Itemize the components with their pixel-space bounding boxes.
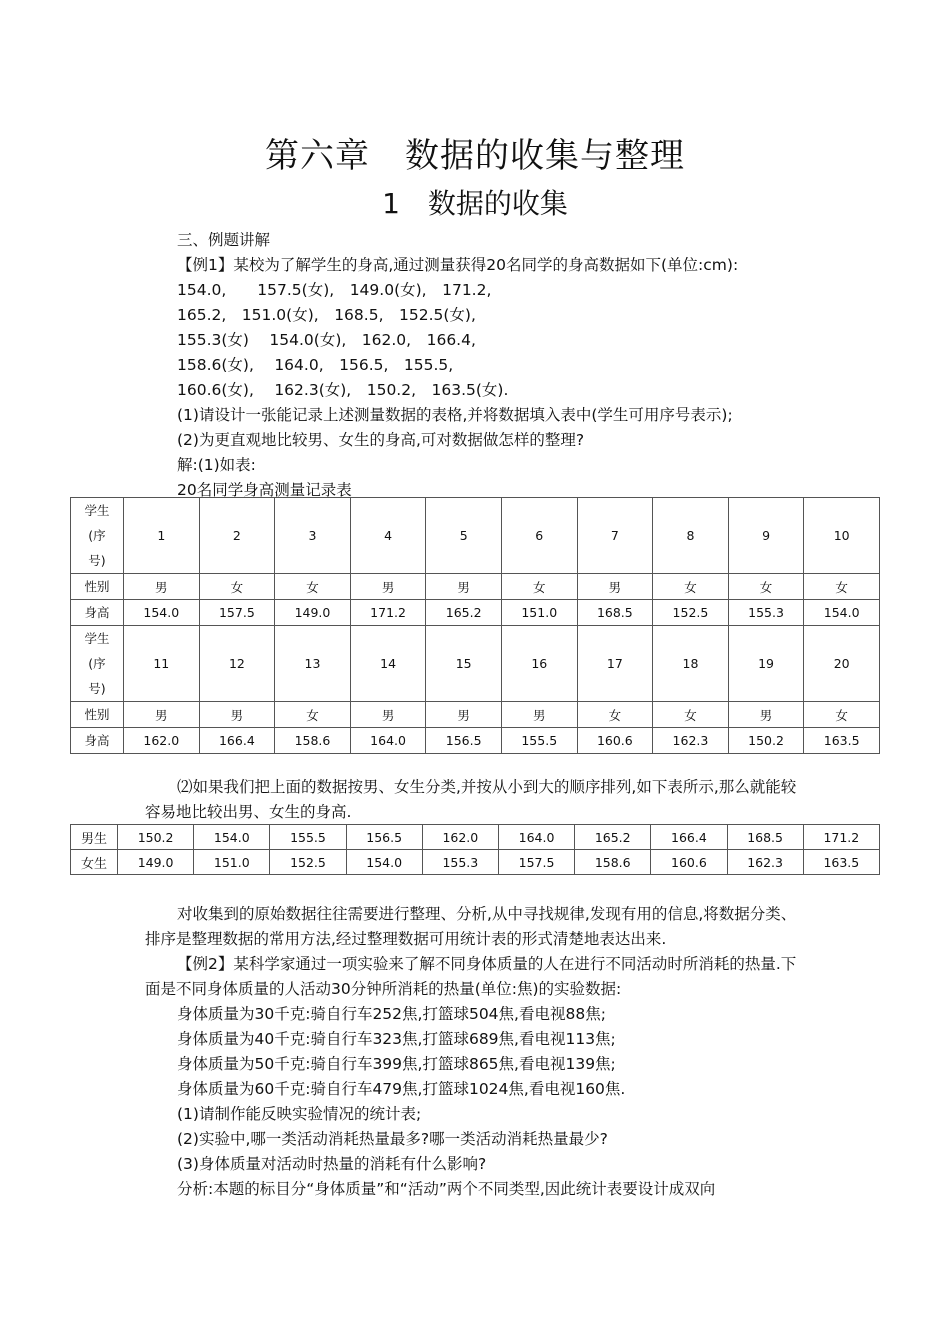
student-id-cell: 4 xyxy=(350,498,426,574)
table-row xyxy=(71,574,880,600)
gender-cell: 男 xyxy=(350,702,426,728)
height-cell: 158.6 xyxy=(275,728,351,754)
female-height-cell: 160.6 xyxy=(651,850,727,875)
gender-cell: 男 xyxy=(426,702,502,728)
height-cell: 162.0 xyxy=(124,728,200,754)
gender-cell: 男 xyxy=(199,702,275,728)
example1-intro: 【例1】某校为了解学生的身高,通过测量获得20名同学的身高数据如下(单位:cm): xyxy=(177,256,739,274)
height-cell: 151.0 xyxy=(501,600,577,626)
example1-question-1: (1)请设计一张能记录上述测量数据的表格,并将数据填入表中(学生可用序号表示); xyxy=(177,406,733,424)
row-label-gender: 性别 xyxy=(71,702,124,728)
student-id-cell: 10 xyxy=(804,498,880,574)
summary-paragraph: 对收集到的原始数据往往需要进行整理、分析,从中寻找规律,发现有用的信息,将数据分类、排序是整理数据的常用方法,经过整理数据可用统计表的形式清楚地表达出来. xyxy=(145,905,797,948)
experiment-data-line: 身体质量为40千克:骑自行车323焦,打篮球689焦,看电视113焦; xyxy=(177,1030,616,1048)
table-row xyxy=(71,626,880,702)
label-line: 学生 xyxy=(84,631,110,646)
sorted-height-table xyxy=(70,824,880,875)
student-id-cell: 2 xyxy=(199,498,275,574)
female-height-cell: 163.5 xyxy=(803,850,879,875)
male-height-cell: 154.0 xyxy=(194,825,270,850)
gender-cell: 女 xyxy=(728,574,804,600)
label-line: (序 xyxy=(88,656,106,671)
gender-cell: 女 xyxy=(804,702,880,728)
table-row xyxy=(71,498,880,574)
example1-question-2: (2)为更直观地比较男、女生的身高,可对数据做怎样的整理? xyxy=(177,431,585,449)
male-height-cell: 156.5 xyxy=(346,825,422,850)
gender-cell: 男 xyxy=(501,702,577,728)
row-label-male: 男生 xyxy=(71,825,118,850)
male-height-cell: 150.2 xyxy=(118,825,194,850)
table-row xyxy=(71,702,880,728)
student-id-cell: 1 xyxy=(124,498,200,574)
label-line: (序 xyxy=(88,528,106,543)
height-cell: 152.5 xyxy=(653,600,729,626)
height-cell: 150.2 xyxy=(728,728,804,754)
female-height-cell: 158.6 xyxy=(575,850,651,875)
height-cell: 163.5 xyxy=(804,728,880,754)
student-id-cell: 3 xyxy=(275,498,351,574)
height-cell: 154.0 xyxy=(124,600,200,626)
student-id-cell: 5 xyxy=(426,498,502,574)
gender-cell: 男 xyxy=(577,574,653,600)
male-height-cell: 164.0 xyxy=(498,825,574,850)
chapter-title: 第六章 数据的收集与整理 xyxy=(265,136,685,176)
male-height-cell: 155.5 xyxy=(270,825,346,850)
female-height-cell: 155.3 xyxy=(422,850,498,875)
height-cell: 155.3 xyxy=(728,600,804,626)
example2-question-2: (2)实验中,哪一类活动消耗热量最多?哪一类活动消耗热量最少? xyxy=(177,1130,608,1148)
student-id-cell: 16 xyxy=(501,626,577,702)
height-cell: 164.0 xyxy=(350,728,426,754)
student-id-cell: 18 xyxy=(653,626,729,702)
male-height-cell: 162.0 xyxy=(422,825,498,850)
table-caption: 20名同学身高测量记录表 xyxy=(177,481,352,499)
table-row xyxy=(71,600,880,626)
label-line: 号) xyxy=(88,681,106,696)
female-height-cell: 151.0 xyxy=(194,850,270,875)
height-cell: 166.4 xyxy=(199,728,275,754)
student-id-cell: 12 xyxy=(199,626,275,702)
student-id-cell: 19 xyxy=(728,626,804,702)
label-line: 号) xyxy=(88,553,106,568)
row-label-female: 女生 xyxy=(71,850,118,875)
student-id-cell: 17 xyxy=(577,626,653,702)
student-id-cell: 6 xyxy=(501,498,577,574)
example2-intro: 【例2】某科学家通过一项实验来了解不同身体质量的人在进行不同活动时所消耗的热量.下面是不同身体质量的人活动30分钟所消耗的热量(单位:焦)的实验数据: xyxy=(145,955,797,998)
student-id-cell: 15 xyxy=(426,626,502,702)
student-id-cell: 20 xyxy=(804,626,880,702)
section-heading: 三、例题讲解 xyxy=(177,231,271,249)
height-cell: 171.2 xyxy=(350,600,426,626)
experiment-data-line: 身体质量为50千克:骑自行车399焦,打篮球865焦,看电视139焦; xyxy=(177,1055,616,1073)
gender-cell: 女 xyxy=(275,702,351,728)
table-row xyxy=(71,825,880,850)
row-label-height: 身高 xyxy=(71,600,124,626)
female-height-cell: 162.3 xyxy=(727,850,803,875)
example2-question-3: (3)身体质量对活动时热量的消耗有什么影响? xyxy=(177,1155,487,1173)
gender-cell: 女 xyxy=(501,574,577,600)
row-label-student xyxy=(71,626,124,702)
example2-analysis: 分析:本题的标目分“身体质量”和“活动”两个不同类型,因此统计表要设计成双向 xyxy=(177,1180,716,1198)
row-label-gender: 性别 xyxy=(71,574,124,600)
data-line: 158.6(女), 164.0, 156.5, 155.5, xyxy=(177,356,454,374)
example1-part2-text: ⑵如果我们把上面的数据按男、女生分类,并按从小到大的顺序排列,如下表所示,那么就能较容易地比较出男、女生的身高. xyxy=(145,778,797,821)
section-title: 1 数据的收集 xyxy=(382,187,568,220)
male-height-cell: 171.2 xyxy=(803,825,879,850)
example2-question-1: (1)请制作能反映实验情况的统计表; xyxy=(177,1105,422,1123)
example1-answer: 解:(1)如表: xyxy=(177,456,256,474)
row-label-student xyxy=(71,498,124,574)
female-height-cell: 149.0 xyxy=(118,850,194,875)
table-row xyxy=(71,728,880,754)
data-line: 165.2, 151.0(女), 168.5, 152.5(女), xyxy=(177,306,476,324)
height-cell: 149.0 xyxy=(275,600,351,626)
gender-cell: 女 xyxy=(653,574,729,600)
student-id-cell: 14 xyxy=(350,626,426,702)
data-line: 155.3(女) 154.0(女), 162.0, 166.4, xyxy=(177,331,476,349)
gender-cell: 女 xyxy=(199,574,275,600)
experiment-data-line: 身体质量为60千克:骑自行车479焦,打篮球1024焦,看电视160焦. xyxy=(177,1080,626,1098)
height-cell: 156.5 xyxy=(426,728,502,754)
height-cell: 168.5 xyxy=(577,600,653,626)
data-line: 160.6(女), 162.3(女), 150.2, 163.5(女). xyxy=(177,381,509,399)
height-cell: 154.0 xyxy=(804,600,880,626)
gender-cell: 女 xyxy=(653,702,729,728)
height-cell: 155.5 xyxy=(501,728,577,754)
gender-cell: 男 xyxy=(426,574,502,600)
student-id-cell: 8 xyxy=(653,498,729,574)
female-height-cell: 157.5 xyxy=(498,850,574,875)
table-row xyxy=(71,850,880,875)
female-height-cell: 154.0 xyxy=(346,850,422,875)
gender-cell: 男 xyxy=(350,574,426,600)
gender-cell: 女 xyxy=(577,702,653,728)
gender-cell: 女 xyxy=(275,574,351,600)
height-cell: 162.3 xyxy=(653,728,729,754)
female-height-cell: 152.5 xyxy=(270,850,346,875)
label-line: 学生 xyxy=(84,503,110,518)
gender-cell: 女 xyxy=(804,574,880,600)
student-id-cell: 13 xyxy=(275,626,351,702)
height-cell: 165.2 xyxy=(426,600,502,626)
gender-cell: 男 xyxy=(124,574,200,600)
data-line: 154.0, 157.5(女), 149.0(女), 171.2, xyxy=(177,281,492,299)
student-id-cell: 9 xyxy=(728,498,804,574)
male-height-cell: 165.2 xyxy=(575,825,651,850)
height-cell: 157.5 xyxy=(199,600,275,626)
student-id-cell: 7 xyxy=(577,498,653,574)
height-cell: 160.6 xyxy=(577,728,653,754)
student-id-cell: 11 xyxy=(124,626,200,702)
gender-cell: 男 xyxy=(124,702,200,728)
row-label-height: 身高 xyxy=(71,728,124,754)
gender-cell: 男 xyxy=(728,702,804,728)
male-height-cell: 168.5 xyxy=(727,825,803,850)
experiment-data-line: 身体质量为30千克:骑自行车252焦,打篮球504焦,看电视88焦; xyxy=(177,1005,606,1023)
height-record-table xyxy=(70,497,880,754)
male-height-cell: 166.4 xyxy=(651,825,727,850)
